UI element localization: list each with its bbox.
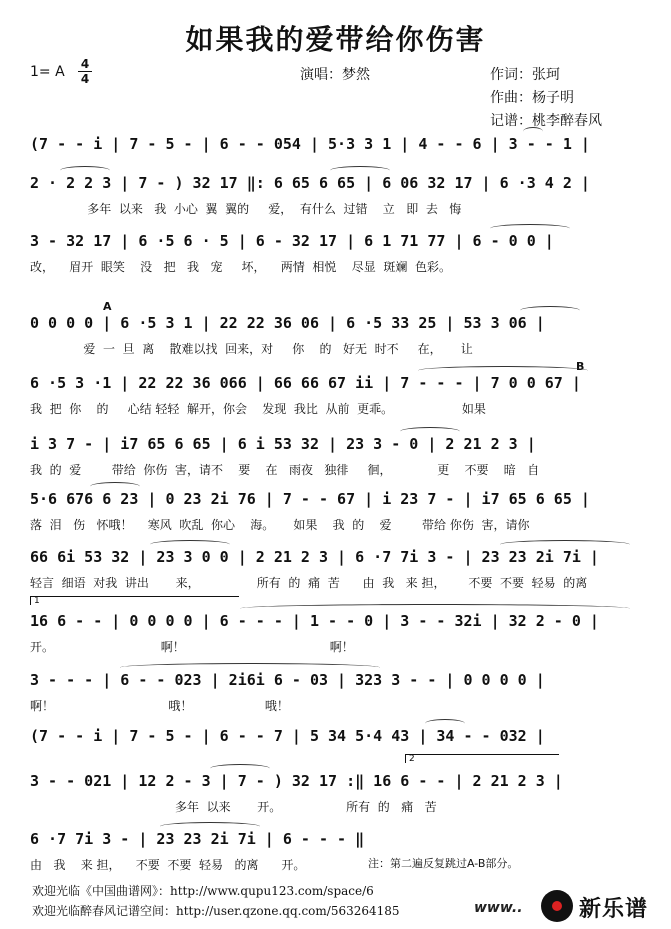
watermark-www: www.. (474, 900, 523, 916)
singer-credit: 演唱：梦然 (300, 67, 370, 83)
notes-line: 2 · 2 2 3 | 7 - ) 32 17 ‖: 6 65 6 65 | 6 06 32 17 | 6 ·3 4 2 | (30, 174, 590, 192)
tie-mark (120, 663, 380, 672)
notes-line: 5·6 676 6 23 | 0 23 2i 76 | 7 - - 67 | i 23 7 - | i7 65 6 65 | (30, 490, 590, 508)
notes-line: 16 6 - - | 0 0 0 0 | 6 - - - | 1 - - 0 | 3 - - 32i | 32 2 - 0 | (30, 612, 599, 630)
notes-line: 66 6i 53 32 | 23 3 0 0 | 2 21 2 3 | 6 ·7 7i 3 - | 23 23 2i 7i | (30, 548, 599, 566)
lyrics-line: 落 泪 伤 怀哦！ 寒风 吹乱 你心 海。 如果 我 的 爱 带给 你伤 害，请你 (30, 518, 530, 532)
tie-mark (210, 764, 270, 773)
song-title: 如果我的爱带给你伤害 (185, 23, 486, 56)
tie-mark (240, 604, 630, 613)
lyrics-line: 我 的 爱 带给 你伤 害，请不 要 在 雨夜 独徘 徊， 更 不要 暗 自 (30, 463, 540, 477)
record-disc-icon (541, 890, 573, 922)
lyrics-line: 我 把 你 的 心结 轻轻 解开，你会 发现 我比 从前 更乖。 如果 (30, 402, 486, 416)
lyrics-line: 轻言 细语 对我 讲出 来， 所有 的 痛 苦 由 我 来 担， 不要 不要 轻易 的离 (30, 576, 588, 590)
lyrics-line: 爱 一 旦 离 散难以找 回来，对 你 的 好无 时不 在， 让 (30, 342, 473, 356)
tie-mark (523, 127, 543, 136)
lyrics-line: 多年 以来 开。 所有 的 痛 苦 (30, 800, 437, 814)
footer-link-qupu[interactable]: 欢迎光临《中国曲谱网》：http://www.qupu123.com/space/6 (32, 884, 374, 898)
notes-line: 0 0 0 0 | 6 ·5 3 1 | 22 22 36 06 | 6 ·5 33 25 | 53 3 06 | (30, 314, 545, 332)
notes-line: (7 - - i | 7 - 5 - | 6 - - 7 | 5 34 5·4 43 | 34 - - 032 | (30, 727, 545, 745)
volta-ending-2: 2 (405, 754, 559, 763)
lyrics-line: 开。 啊！ 啊！ (30, 640, 354, 654)
segno-marker-a: A (103, 300, 112, 313)
tie-mark (160, 822, 260, 831)
time-signature-top: 4 (80, 57, 90, 71)
volta-ending-1: 1 (30, 596, 239, 605)
lyrics-line: 多年 以来 我 小心 翼 翼的 爱， 有什么 过错 立 即 去 悔 (30, 202, 462, 216)
lyrics-line: 改， 眉开 眼笑 没 把 我 宠 坏， 两情 相悦 尽显 斑斓 色彩。 (30, 260, 451, 274)
tie-mark (90, 482, 140, 491)
tie-mark (425, 719, 465, 728)
footer-link-qzone[interactable]: 欢迎光临醉春风记谱空间：http://user.qzone.qq.com/563264185 (32, 904, 400, 918)
notes-line: i 3 7 - | i7 65 6 65 | 6 i 53 32 | 23 3 - 0 | 2 21 2 3 | (30, 435, 536, 453)
tie-mark (490, 224, 570, 233)
lyrics-line: 啊！ 哦！ 哦！ (30, 699, 289, 713)
tie-mark (60, 166, 110, 175)
notes-line: 3 - - 021 | 12 2 - 3 | 7 - ) 32 17 :‖ 16 6 - - | 2 21 2 3 | (30, 772, 563, 790)
tie-mark (500, 540, 630, 549)
site-logo (541, 888, 653, 924)
notes-line: (7 - - i | 7 - 5 - | 6 - - 054 | 5·3 3 1 | 4 - - 6 | 3 - - 1 | (30, 135, 590, 153)
tie-mark (150, 540, 230, 549)
tie-mark (418, 366, 588, 375)
notes-line: 6 ·5 3 ·1 | 22 22 36 066 | 66 66 67 ii | 7 - - - | 7 0 0 67 | (30, 374, 581, 392)
notes-line: 3 - 32 17 | 6 ·5 6 · 5 | 6 - 32 17 | 6 1 71 77 | 6 - 0 0 | (30, 232, 554, 250)
notes-line: 6 ·7 7i 3 - | 23 23 2i 7i | 6 - - - ‖ (30, 830, 365, 848)
repeat-note: 注：第二遍反复跳过A-B部分。 (368, 857, 519, 870)
tie-mark (520, 306, 580, 315)
logo-text: 新乐谱 (579, 897, 649, 922)
lyrics-line: 由 我 来 担， 不要 不要 轻易 的离 开。 (30, 858, 306, 872)
transcriber-credit: 记谱：桃李醉春风 (490, 113, 602, 129)
segno-marker-b: B (576, 360, 585, 373)
tie-mark (330, 166, 390, 175)
tie-mark (400, 427, 460, 436)
composer-credit: 作曲：杨子明 (490, 90, 574, 106)
time-signature (78, 58, 92, 85)
time-signature-bottom: 4 (80, 72, 90, 86)
notes-line: 3 - - - | 6 - - 023 | 2i6i 6 - 03 | 323 3 - - | 0 0 0 0 | (30, 671, 545, 689)
key-signature: 1= A (30, 64, 65, 80)
lyricist-credit: 作词：张珂 (490, 67, 560, 83)
